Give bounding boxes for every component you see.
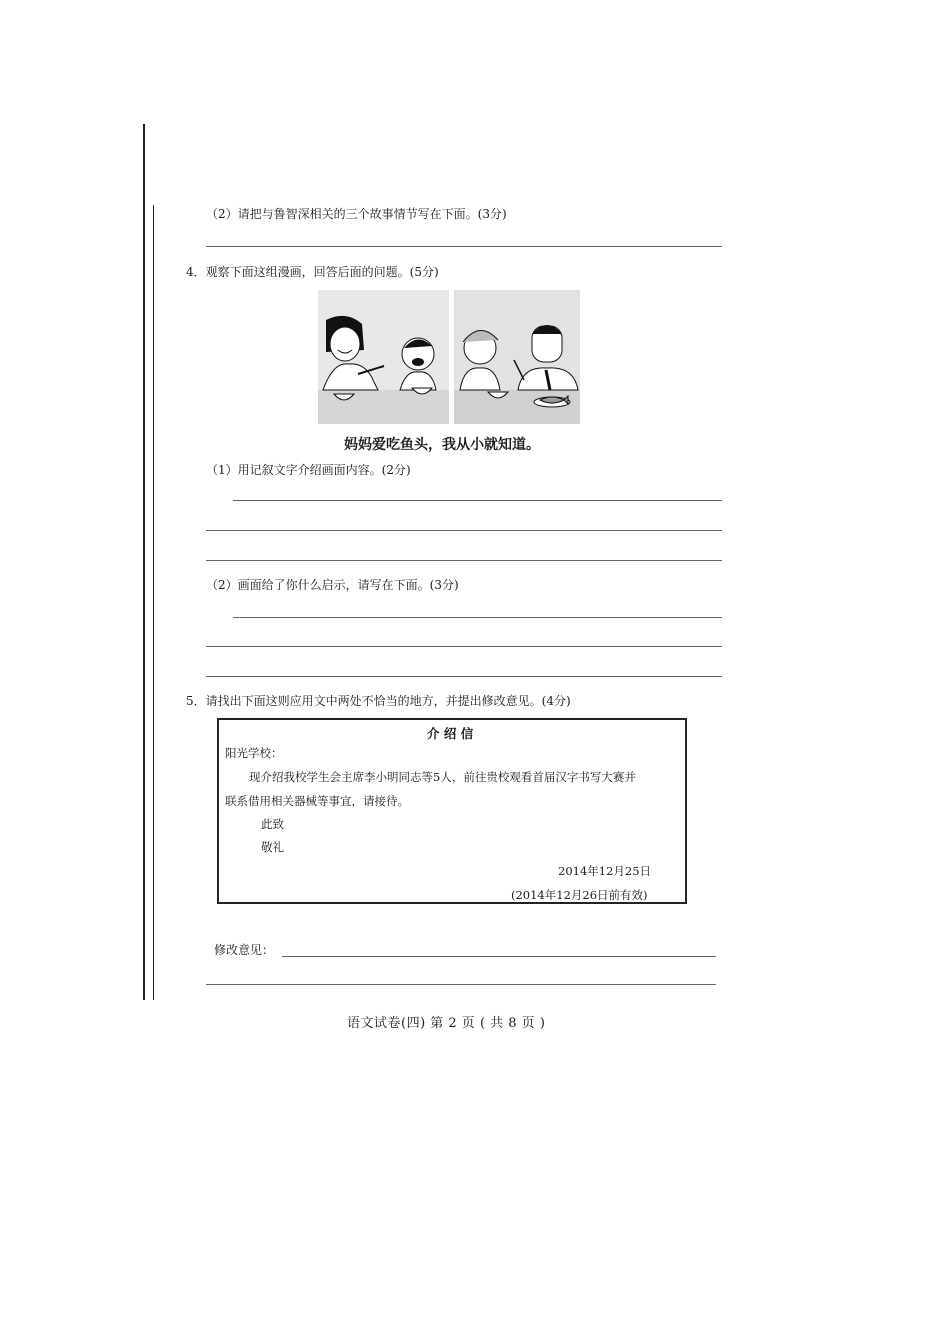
binding-line-outer bbox=[143, 124, 145, 1000]
answer-line[interactable] bbox=[206, 530, 722, 531]
introduction-letter-box bbox=[217, 718, 687, 904]
answer-line[interactable] bbox=[206, 646, 722, 647]
comic-caption: 妈妈爱吃鱼头，我从小就知道。 bbox=[344, 437, 540, 453]
binding-line-inner bbox=[153, 205, 154, 1000]
answer-line[interactable] bbox=[206, 560, 722, 561]
letter-closing-1: 此致 bbox=[261, 817, 284, 831]
comic-illustration bbox=[318, 290, 580, 424]
answer-line[interactable] bbox=[206, 984, 716, 985]
answer-line[interactable] bbox=[233, 500, 722, 501]
letter-validity: (2014年12月26日前有效) bbox=[511, 888, 648, 902]
answer-line[interactable] bbox=[206, 246, 722, 247]
letter-salutation: 阳光学校： bbox=[225, 746, 283, 760]
letter-body-line-1: 现介绍我校学生会主席李小明同志等5人，前往贵校观看首届汉字书写大赛并 bbox=[249, 770, 636, 784]
q4-prompt: 4．观察下面这组漫画，回答后面的问题。(5分) bbox=[186, 265, 439, 279]
page-footer: 语文试卷(四) 第 2 页 ( 共 8 页 ) bbox=[347, 1016, 546, 1031]
answer-line[interactable] bbox=[233, 617, 722, 618]
letter-date: 2014年12月25日 bbox=[558, 864, 652, 878]
letter-body-line-2: 联系借用相关器械等事宜，请接待。 bbox=[225, 794, 409, 808]
q4-part2-prompt: （2）画面给了你什么启示，请写在下面。(3分) bbox=[206, 578, 459, 592]
q3-part2-prompt: （2）请把与鲁智深相关的三个故事情节写在下面。(3分) bbox=[206, 207, 507, 221]
answer-line[interactable] bbox=[282, 956, 716, 957]
letter-title: 介 绍 信 bbox=[427, 726, 474, 741]
q5-prompt: 5．请找出下面这则应用文中两处不恰当的地方，并提出修改意见。(4分) bbox=[186, 694, 571, 708]
answer-line[interactable] bbox=[206, 676, 722, 677]
q4-part1-prompt: （1）用记叙文字介绍画面内容。(2分) bbox=[206, 463, 411, 477]
revision-label: 修改意见： bbox=[214, 943, 275, 957]
letter-closing-2: 敬礼 bbox=[261, 840, 284, 854]
